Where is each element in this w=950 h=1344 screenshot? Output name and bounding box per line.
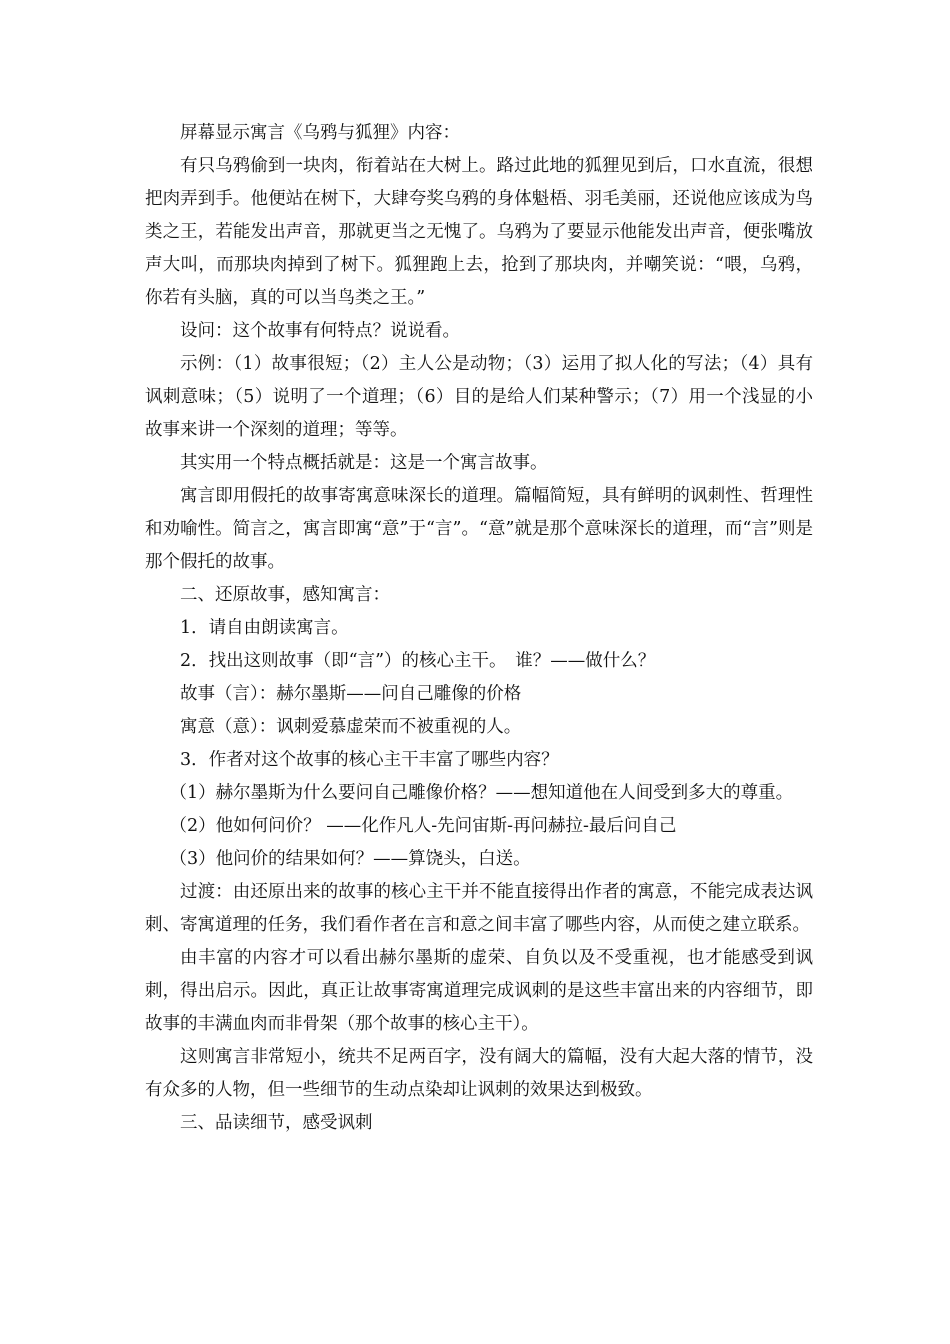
paragraph-transition: 过渡：由还原出来的故事的核心主干并不能直接得出作者的寓意，不能完成表达讽刺、寄寓道理的任务，我们看作者在言和意之间丰富了哪些内容，从而使之建立联系。 — [145, 882, 813, 935]
paragraph-analysis: 由丰富的内容才可以看出赫尔墨斯的虚荣、自负以及不受重视，也才能感受到讽刺，得出启示。因此，真正让故事寄寓道理完成讽刺的是这些丰富出来的内容细节，即故事的丰满血肉而非骨架（那个故事的核心主干）。 — [145, 948, 813, 1034]
sub-item-1: （1）赫尔墨斯为什么要问自己雕像价格？——想知道他在人间受到多大的尊重。 — [169, 783, 794, 803]
paragraph-summary: 其实用一个特点概括就是：这是一个寓言故事。 — [180, 453, 548, 473]
section-heading-2: 二、还原故事，感知寓言： — [180, 585, 390, 605]
moral-core: 寓意（意）：讽刺爱慕虚荣而不被重视的人。 — [180, 717, 522, 737]
paragraph-fable-definition: 寓言即用假托的故事寄寓意味深长的道理。篇幅简短，具有鲜明的讽刺性、哲理性和劝喻性。简言之，寓言即寓“意”于“言”。“意”就是那个意味深长的道理，而“言”则是那个假托的故事。 — [145, 486, 813, 572]
step-3: 3．作者对这个故事的核心主干丰富了哪些内容？ — [180, 750, 559, 770]
sub-item-2: （2）他如何问价？ ——化作凡人-先问宙斯-再问赫拉-最后问自己 — [169, 816, 677, 836]
paragraph-screen-display: 屏幕显示寓言《乌鸦与狐狸》内容： — [180, 123, 460, 143]
section-heading-3: 三、品读细节，感受讽刺 — [180, 1113, 373, 1133]
paragraph-example: 示例：（1）故事很短；（2）主人公是动物；（3）运用了拟人化的写法；（4）具有讽刺意味；（5）说明了一个道理；（6）目的是给人们某种警示；（7）用一个浅显的小故事来讲一个深刻的道理；等等。 — [145, 354, 813, 440]
paragraph-conclusion: 这则寓言非常短小，统共不足两百字，没有阔大的篇幅，没有大起大落的情节，没有众多的人物，但一些细节的生动点染却让讽刺的效果达到极致。 — [145, 1047, 813, 1100]
step-1: 1．请自由朗读寓言。 — [180, 618, 349, 638]
document-body — [145, 117, 813, 1140]
paragraph-fable-text: 有只乌鸦偷到一块肉，衔着站在大树上。路过此地的狐狸见到后，口水直流，很想把肉弄到手。他便站在树下，大肆夸奖乌鸦的身体魁梧、羽毛美丽，还说他应该成为鸟类之王，若能发出声音，那就更当之无愧了。乌鸦为了要显示他能发出声音，便张嘴放声大叫，而那块肉掉到了树下。狐狸跑上去，抢到了那块肉，并嘲笑说：“喂，乌鸦，你若有头脑，真的可以当鸟类之王。” — [145, 156, 813, 308]
step-2: 2．找出这则故事（即“言”）的核心主干。 谁？——做什么？ — [180, 651, 656, 671]
story-core: 故事（言）：赫尔墨斯——问自己雕像的价格 — [180, 684, 522, 704]
paragraph-question: 设问：这个故事有何特点？说说看。 — [180, 321, 460, 341]
sub-item-3: （3）他问价的结果如何？——算饶头，白送。 — [169, 849, 531, 869]
